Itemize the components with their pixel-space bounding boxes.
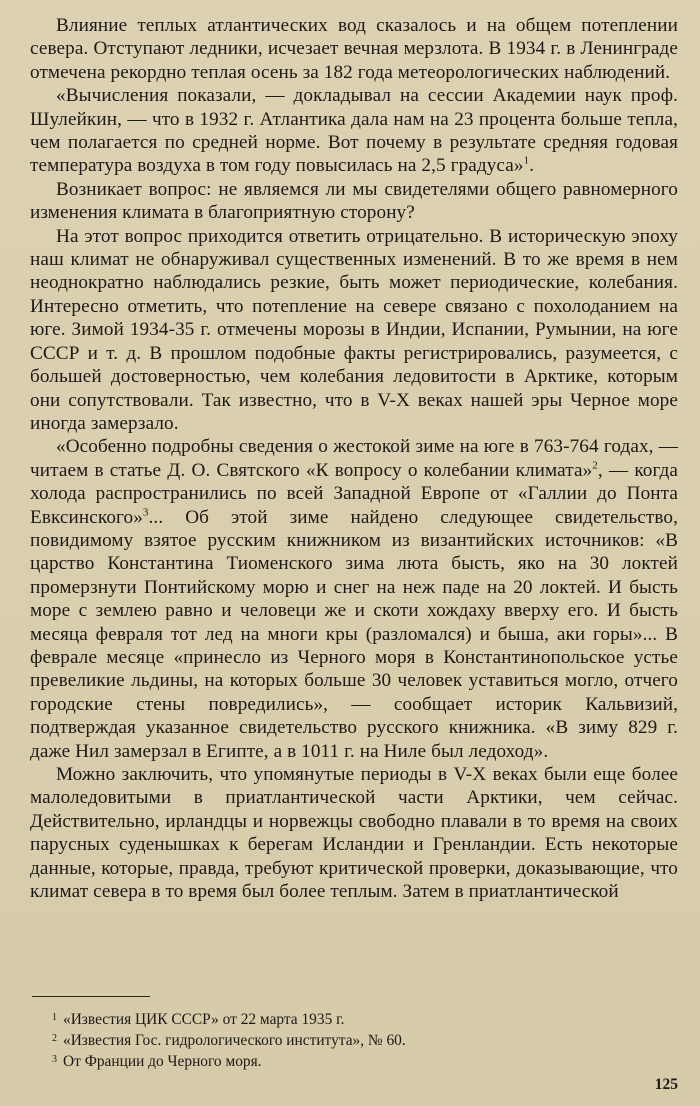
- footnote-divider: [32, 996, 150, 997]
- page-number: 125: [654, 1076, 678, 1093]
- footnote-ref-1: 1: [523, 155, 530, 168]
- footnote-mark-2: 2: [52, 1033, 57, 1044]
- paragraph-4: На этот вопрос приходится ответить отрицательно. В историческую эпоху наш климат не обнаруживал существенных изменений. В то же время в нем неоднократно наблюдались резкие, быть может периодические, колебания. Интересно отметить, что потепление на севере связано с похолоданием на юге. Зимой 1934-35 г. отмечены морозы в Индии, Испании, Румынии, на юге СССР и т. д. В прошлом подобные факты регистрировались, разумеется, с большей достоверностью, чем колебания ледовитости в Арктике, которым они сопутствовали. Так известно, что в V-X веках нашей эры Черное море иногда замерзало.: [30, 225, 678, 434]
- footnote-mark-1: 1: [52, 1012, 57, 1023]
- paragraph-6: Можно заключить, что упомянутые периоды в V-X веках были еще более малоледовитыми в приатлантической части Арктики, чем сейчас. Действительно, ирландцы и норвежцы свободно плавали в то время на своих парусных суденышках к берегам Исландии и Гренландии. Есть некоторые данные, которые, правда, требуют критической проверки, доказывающие, что климат севера в то время был более теплым. Затем в приатлантической: [30, 764, 678, 903]
- footnotes: [52, 1008, 652, 1071]
- paragraph-2-text: «Вычисления показали, — докладывал на сессии Академии наук проф. Шулейкин, — что в 1932 г. Атлантика дала нам на 23 процента больше тепла, чем полагается по средней норме. Вот почему в результате средняя годовая температура воздуха в том году повысилась на 2,5 градуса»: [30, 85, 678, 177]
- footnote-2: [52, 1029, 652, 1050]
- paragraph-5-part-1: «Особенно подробны сведения о жестокой зиме на юге в 763-764 годах, — читаем в статье Д. О. Святского «К вопросу о колебании климата»: [30, 436, 678, 481]
- footnote-ref-2: 2: [592, 459, 598, 472]
- paragraph-5: [30, 435, 678, 763]
- footnote-text-3: От Франции до Черного моря.: [63, 1053, 262, 1070]
- footnote-text-2: «Известия Гос. гидрологического института», № 60.: [63, 1032, 406, 1049]
- footnote-ref-3: 3: [142, 506, 149, 519]
- paragraph-5-part-2: , — когда холода распространились по всей Западной Европе от «Галлии до Понта Евксинского»: [30, 459, 678, 528]
- paragraph-5-part-3: ... Об этой зиме найдено следующее свидетельство, повидимому взятое русским книжником из византийских источников: «В царство Константина Тиоменского зима люта бысть, яко на 30 локтей промерзнути Понтийскому морю и снег на неж паде на 20 локтей. И бысть море с землею равно и человеци же и скоти хождаху вверху его. И бысть месяца февраля тот лед на многи кры (разломался) и быша, аки горы»... В феврале месяце «принесло из Черного моря в Константинопольское устье превеликие льдины, на которых больше 30 человек уставиться могло, отчего городские стены повредились», — сообщает историк Кальвизий, подтверждая указанное свидетельство русского книжника. «В зиму 829 г. даже Нил замерзал в Египте, а в 1011 г. на Ниле был ледоход».: [30, 506, 678, 762]
- footnote-text-1: «Известия ЦИК СССР» от 22 марта 1935 г.: [63, 1011, 345, 1028]
- paragraph-3: Возникает вопрос: не являемся ли мы свидетелями общего равномерного изменения климата в благоприятную сторону?: [30, 178, 678, 224]
- paragraph-2-tail: .: [529, 155, 535, 177]
- footnote-1: [52, 1008, 652, 1029]
- footnote-mark-3: 3: [52, 1054, 57, 1065]
- paragraph-1: Влияние теплых атлантических вод сказалось и на общем потеплении севера. Отступают ледники, исчезает вечная мерзлота. В 1934 г. в Ленинграде отмечена рекордно теплая осень за 182 года метеорологических наблюдений.: [30, 15, 678, 83]
- footnote-3: [52, 1050, 652, 1071]
- paragraph-2: [30, 84, 678, 178]
